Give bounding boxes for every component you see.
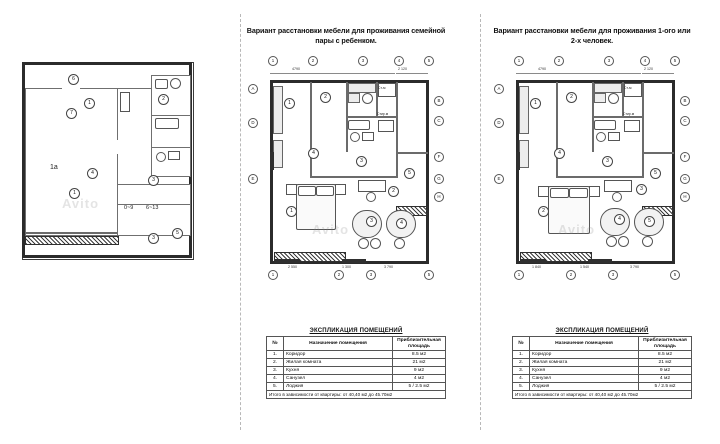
base-floor-plan <box>0 0 240 300</box>
door-opening-living <box>62 86 80 90</box>
label-washmachine: Стир.м <box>623 112 635 116</box>
kitchen-counter <box>348 83 376 93</box>
partition-bath <box>346 116 396 118</box>
marker-6: 1 <box>286 206 297 217</box>
bathtub <box>594 120 616 130</box>
bathtub <box>348 120 370 130</box>
axis-bottom-1: 1 <box>268 270 278 280</box>
axis-left-E: E <box>248 174 258 184</box>
marker-9: 4 <box>396 218 407 229</box>
label-washer: Ст-м <box>624 86 632 90</box>
explication-title-middle: ЭКСПЛИКАЦИЯ ПОМЕЩЕНИЙ <box>309 328 403 334</box>
washing-machine <box>378 120 394 132</box>
explication-grid-right <box>512 336 692 399</box>
pillow-right <box>316 186 334 196</box>
marker-1: 1 <box>284 98 295 109</box>
table-row <box>267 383 446 391</box>
wall-right <box>672 80 675 264</box>
dim-top-2: 2 120 <box>644 67 653 71</box>
nightstand-right <box>589 186 600 197</box>
shoe-cabinet <box>273 140 283 168</box>
table-row <box>513 383 692 391</box>
pillow-left <box>298 186 316 196</box>
explication-title-right: ЭКСПЛИКАЦИЯ ПОМЕЩЕНИЙ <box>555 328 649 334</box>
axis-bottom-3: 3 <box>366 270 376 280</box>
explication-grid-middle <box>266 336 446 399</box>
cell-area: 21 м2 <box>393 359 446 367</box>
title-middle: Вариант расстановки мебели для проживания семейной пары с ребенком. <box>246 26 446 45</box>
marker-6: 6 <box>68 74 79 85</box>
partition-right <box>396 82 398 178</box>
title-right: Вариант расстановки мебели для проживания 1-ого или 2-х человек. <box>493 26 691 45</box>
cell-area: 5 / 2.5 м2 <box>393 383 446 391</box>
marker-3: 3 <box>148 175 159 186</box>
marker-4: 4 <box>554 148 565 159</box>
table-row <box>267 367 446 375</box>
marker-2: 2 <box>566 92 577 103</box>
desk-chair <box>612 192 622 202</box>
cell-num: 2. <box>267 359 284 367</box>
th-purpose: Назначение помещения <box>284 337 393 351</box>
marker-7: 7 <box>66 108 77 119</box>
table-row <box>513 351 692 359</box>
nightstand-right <box>335 184 346 195</box>
partition-bath <box>592 116 642 118</box>
window-bottom-left <box>274 259 300 263</box>
watermark-right: Avito <box>558 222 596 237</box>
axis-bottom-1: 1 <box>514 270 524 280</box>
dim-bottom-1: 1 840 <box>532 265 541 269</box>
marker-5: 5 <box>404 168 415 179</box>
axis-left-D: D <box>494 118 504 128</box>
axis-left-A: A <box>248 84 258 94</box>
bathtub <box>155 118 179 129</box>
title-right-wrap <box>492 26 692 48</box>
desk-chair <box>366 192 376 202</box>
axis-right-C: C <box>434 116 444 126</box>
cell-area: 9 м2 <box>639 367 692 375</box>
dim-top-1: 4790 <box>538 67 546 71</box>
th-purpose: Назначение помещения <box>530 337 639 351</box>
dim-line-top <box>516 73 641 74</box>
explication-table-right <box>512 328 692 399</box>
title-middle-wrap <box>246 26 446 48</box>
partition-mid-horizontal <box>310 176 396 178</box>
cell-area: 8.5 м2 <box>639 351 692 359</box>
cell-num: 4. <box>513 375 530 383</box>
label-washer: Ст-м <box>378 86 386 90</box>
axis-top-5: 5 <box>670 56 680 66</box>
marker-1: 1 <box>530 98 541 109</box>
partition-mid-horizontal <box>556 176 642 178</box>
cell-num: 1. <box>513 351 530 359</box>
table-row <box>267 359 446 367</box>
table-total-row <box>267 391 446 399</box>
axis-bottom-3: 3 <box>608 270 618 280</box>
window-bottom-left <box>520 259 546 263</box>
pouf-2 <box>618 236 629 247</box>
partition-corridor-left <box>310 82 312 178</box>
marker-1b: 1 <box>69 188 80 199</box>
cell-num: 5. <box>513 383 530 391</box>
axis-right-C: C <box>680 116 690 126</box>
dim-bottom-1: 2 550 <box>288 265 297 269</box>
kitchen-sink <box>155 79 168 89</box>
room-store <box>117 184 191 206</box>
washbasin <box>168 151 180 160</box>
kitchen-sink <box>348 93 360 103</box>
kitchen-hob <box>170 78 181 89</box>
table-total-row <box>513 391 692 399</box>
marker-3: 3 <box>356 156 367 167</box>
panel-divider-2 <box>480 14 481 430</box>
dim-bottom-2: 1 540 <box>580 265 589 269</box>
panel-divider-1 <box>240 14 241 430</box>
pouf-3 <box>642 236 653 247</box>
axis-right-G: G <box>680 174 690 184</box>
explication-table-middle <box>266 328 446 399</box>
desk <box>604 180 632 192</box>
pouf-1 <box>358 238 369 249</box>
pouf-3 <box>394 238 405 249</box>
cell-purpose: Кухня <box>284 367 393 375</box>
th-area: Приблизительная площадь <box>393 337 446 351</box>
axis-left-D: D <box>248 118 258 128</box>
marker-8: 4 <box>614 214 625 225</box>
marker-3b: 3 <box>148 233 159 244</box>
label-range-1: 0~9 <box>124 205 134 211</box>
washbasin <box>362 132 374 141</box>
wall-top <box>22 62 192 65</box>
dim-line-top-2 <box>396 73 428 74</box>
pillow-left <box>550 188 569 198</box>
axis-bottom-4: 5 <box>670 270 680 280</box>
kitchen-hob <box>362 93 373 104</box>
cell-num: 3. <box>267 367 284 375</box>
dim-top-2: 2 120 <box>398 67 407 71</box>
partition-corridor-left <box>556 82 558 178</box>
cell-purpose: Жилая комната <box>530 359 639 367</box>
marker-3: 3 <box>602 156 613 167</box>
nightstand-left <box>538 186 549 197</box>
desk <box>358 180 386 192</box>
room-living-edge <box>25 232 117 234</box>
washing-machine <box>624 120 640 132</box>
cell-num: 4. <box>267 375 284 383</box>
axis-right-G: G <box>434 174 444 184</box>
watermark-middle: Avito <box>312 222 350 237</box>
cell-purpose: Жилая комната <box>284 359 393 367</box>
marker-7: 3 <box>636 184 647 195</box>
marker-4: 4 <box>87 168 98 179</box>
window-bottom-right <box>588 259 612 263</box>
marker-5: 5 <box>172 228 183 239</box>
dim-bottom-3: 3 790 <box>384 265 393 269</box>
cell-total: Итого в зависимости от квартиры: от 40,40 м2 до 45.70м2 <box>267 391 446 399</box>
shoe-cabinet <box>519 140 529 168</box>
marker-4: 4 <box>308 148 319 159</box>
dim-top-1: 4790 <box>292 67 300 71</box>
loggia-hatch <box>25 236 119 245</box>
wardrobe <box>273 86 283 134</box>
plan-family-with-child <box>246 56 446 286</box>
wall-right <box>426 80 429 264</box>
axis-bottom-2: 2 <box>334 270 344 280</box>
axis-top-5: 5 <box>424 56 434 66</box>
cell-purpose: Коридор <box>284 351 393 359</box>
cell-area: 9 м2 <box>393 367 446 375</box>
partition-right-h <box>642 152 674 154</box>
axis-right-F: F <box>434 152 444 162</box>
partition-right-h <box>396 152 428 154</box>
axis-right-B: B <box>434 96 444 106</box>
entry-door-zone <box>120 92 130 112</box>
table-row <box>513 367 692 375</box>
axis-top-1: 1 <box>268 56 278 66</box>
axis-top-4: 4 <box>640 56 650 66</box>
kitchen-hob <box>608 93 619 104</box>
marker-2: 2 <box>320 92 331 103</box>
wc-bowl <box>350 132 360 142</box>
entry-door <box>270 152 274 170</box>
dim-bottom-2: 1 300 <box>342 265 351 269</box>
wardrobe <box>519 86 529 134</box>
marker-2: 2 <box>158 94 169 105</box>
marker-9: 5 <box>644 216 655 227</box>
axis-top-2: 2 <box>554 56 564 66</box>
pouf-2 <box>370 238 381 249</box>
cell-num: 2. <box>513 359 530 367</box>
window-bottom-right <box>342 259 366 263</box>
table-row <box>513 359 692 367</box>
marker-5: 5 <box>650 168 661 179</box>
marker-7: 2 <box>388 186 399 197</box>
axis-bottom-4: 5 <box>424 270 434 280</box>
marker-6: 2 <box>538 206 549 217</box>
cell-purpose: Коридор <box>530 351 639 359</box>
cell-purpose: Лоджия <box>530 383 639 391</box>
table-row <box>513 375 692 383</box>
label-1a: 1а <box>50 164 58 171</box>
kitchen-sink <box>594 93 606 103</box>
cell-purpose: Кухня <box>530 367 639 375</box>
wall-bottom <box>22 255 192 258</box>
cell-area: 21 м2 <box>639 359 692 367</box>
cell-area: 4 м2 <box>639 375 692 383</box>
pouf-1 <box>606 236 617 247</box>
axis-top-1: 1 <box>514 56 524 66</box>
partition-right <box>642 82 644 178</box>
kitchen-counter <box>594 83 622 93</box>
watermark-left: Avito <box>62 196 100 211</box>
washbasin <box>608 132 620 141</box>
dim-bottom-3: 3 790 <box>630 265 639 269</box>
cell-area: 4 м2 <box>393 375 446 383</box>
pillow-right <box>569 188 588 198</box>
axis-top-2: 2 <box>308 56 318 66</box>
axis-right-B: B <box>680 96 690 106</box>
plan-one-or-two-persons <box>492 56 692 286</box>
cell-purpose: Санузел <box>530 375 639 383</box>
nightstand-left <box>286 184 297 195</box>
axis-right-H: H <box>434 192 444 202</box>
cell-num: 5. <box>267 383 284 391</box>
axis-left-E: E <box>494 174 504 184</box>
dim-line-top <box>270 73 395 74</box>
table-row <box>267 375 446 383</box>
th-num: № <box>513 337 530 351</box>
axis-top-3: 3 <box>358 56 368 66</box>
th-num: № <box>267 337 284 351</box>
marker-1a: 1 <box>84 98 95 109</box>
table-row <box>267 351 446 359</box>
door-opening-corridor <box>115 140 119 154</box>
cell-purpose: Лоджия <box>284 383 393 391</box>
wc-bowl <box>596 132 606 142</box>
axis-top-4: 4 <box>394 56 404 66</box>
entry-door <box>516 152 520 170</box>
label-washmachine: Стир.м <box>377 112 389 116</box>
th-area: Приблизительная площадь <box>639 337 692 351</box>
axis-top-3: 3 <box>604 56 614 66</box>
cell-area: 5 / 2.5 м2 <box>639 383 692 391</box>
axis-left-A: A <box>494 84 504 94</box>
cell-area: 8.5 м2 <box>393 351 446 359</box>
cell-purpose: Санузел <box>284 375 393 383</box>
cell-total: Итого в зависимости от квартиры: от 40,40 м2 до 45.70м2 <box>513 391 692 399</box>
axis-bottom-2: 2 <box>566 270 576 280</box>
dim-line-top-2 <box>642 73 674 74</box>
cell-num: 3. <box>513 367 530 375</box>
axis-right-H: H <box>680 192 690 202</box>
wc-bowl <box>156 152 166 162</box>
axis-right-F: F <box>680 152 690 162</box>
cell-num: 1. <box>267 351 284 359</box>
label-range-2: 6~13 <box>146 205 159 211</box>
marker-8: 3 <box>366 216 377 227</box>
